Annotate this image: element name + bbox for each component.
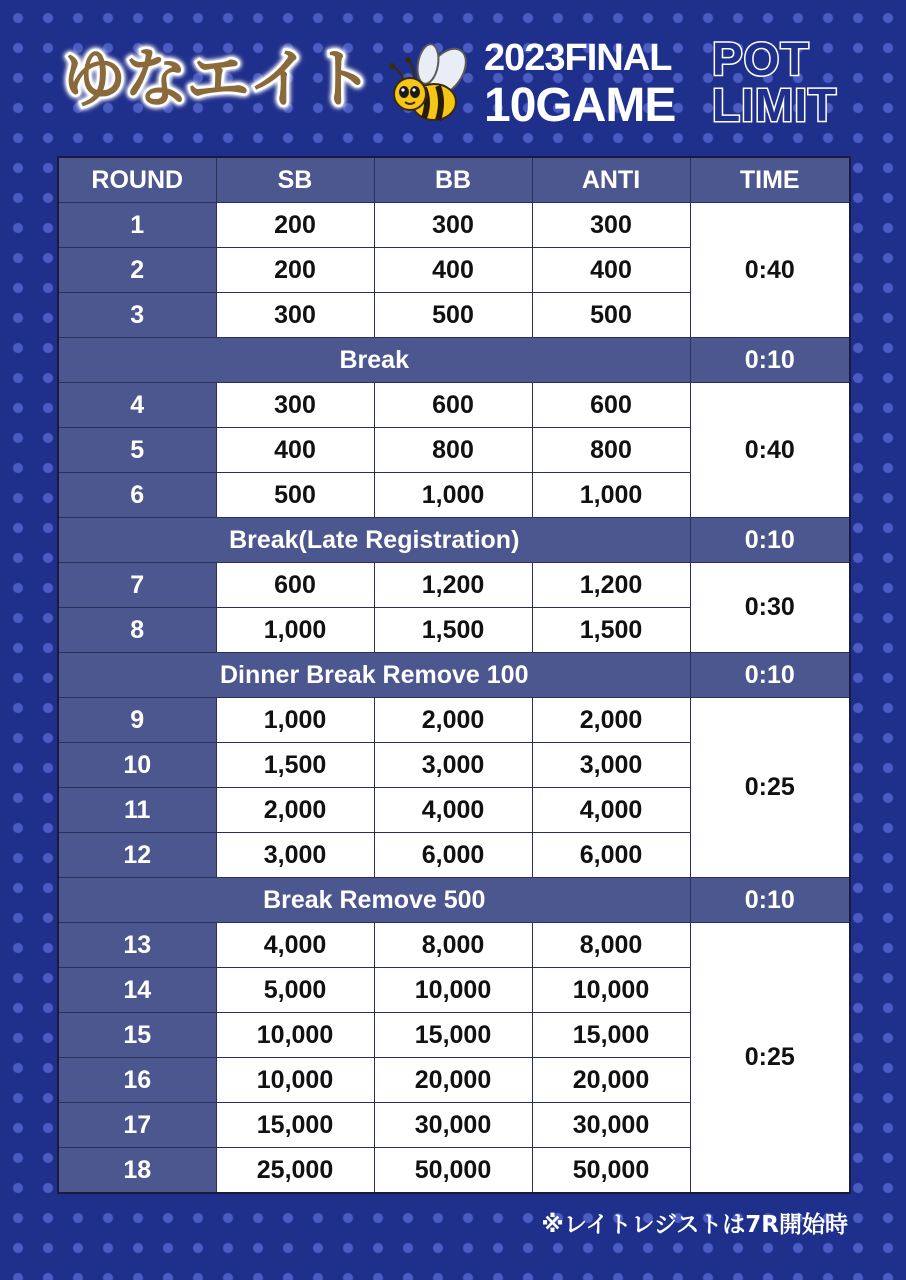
time-cell: 0:40 [690, 383, 850, 518]
table-row [58, 923, 850, 968]
sb-cell: 1,000 [216, 608, 374, 653]
round-cell: 6 [58, 473, 216, 518]
logo [58, 43, 382, 120]
round-cell: 13 [58, 923, 216, 968]
table-row [58, 563, 850, 608]
time-cell: 0:30 [690, 563, 850, 653]
round-cell: 15 [58, 1013, 216, 1058]
bb-cell: 30,000 [374, 1103, 532, 1148]
round-cell: 11 [58, 788, 216, 833]
round-cell: 4 [58, 383, 216, 428]
sb-cell: 300 [216, 293, 374, 338]
break-label: Dinner Break Remove 100 [58, 653, 690, 698]
sb-cell: 25,000 [216, 1148, 374, 1194]
round-cell: 18 [58, 1148, 216, 1194]
column-header-anti: ANTI [532, 157, 690, 203]
title-line-2: 10GAME [484, 79, 676, 132]
sb-cell: 1,000 [216, 698, 374, 743]
anti-cell: 30,000 [532, 1103, 690, 1148]
bb-cell: 15,000 [374, 1013, 532, 1058]
late-registration-note: ※レイトレジストは7R開始時 [541, 1212, 848, 1238]
sb-cell: 15,000 [216, 1103, 374, 1148]
bb-cell: 800 [374, 428, 532, 473]
sb-cell: 200 [216, 248, 374, 293]
sb-cell: 1,500 [216, 743, 374, 788]
round-cell: 3 [58, 293, 216, 338]
logo-text: ゆなエイト [62, 43, 372, 117]
round-cell: 10 [58, 743, 216, 788]
round-cell: 7 [58, 563, 216, 608]
sb-cell: 400 [216, 428, 374, 473]
game-type-line-2: LIMIT [712, 79, 838, 131]
anti-cell: 800 [532, 428, 690, 473]
sb-cell: 10,000 [216, 1058, 374, 1103]
bb-cell: 6,000 [374, 833, 532, 878]
break-row [58, 338, 850, 383]
bb-cell: 1,200 [374, 563, 532, 608]
break-label: Break [58, 338, 690, 383]
tournament-title [484, 36, 675, 132]
anti-cell: 2,000 [532, 698, 690, 743]
break-row [58, 518, 850, 563]
anti-cell: 600 [532, 383, 690, 428]
anti-cell: 15,000 [532, 1013, 690, 1058]
round-cell: 8 [58, 608, 216, 653]
sb-cell: 2,000 [216, 788, 374, 833]
bb-cell: 400 [374, 248, 532, 293]
bb-cell: 3,000 [374, 743, 532, 788]
column-header-sb: SB [216, 157, 374, 203]
title-line-1: 2023FINAL [484, 37, 672, 79]
bb-cell: 600 [374, 383, 532, 428]
column-header-bb: BB [374, 157, 532, 203]
anti-cell: 10,000 [532, 968, 690, 1013]
bb-cell: 500 [374, 293, 532, 338]
bb-cell: 20,000 [374, 1058, 532, 1103]
sb-cell: 200 [216, 203, 374, 248]
round-cell: 9 [58, 698, 216, 743]
break-row [58, 653, 850, 698]
break-label: Break(Late Registration) [58, 518, 690, 563]
sb-cell: 600 [216, 563, 374, 608]
bb-cell: 1,500 [374, 608, 532, 653]
break-time: 0:10 [690, 878, 850, 923]
round-cell: 2 [58, 248, 216, 293]
time-cell: 0:40 [690, 203, 850, 338]
table-header-row [58, 157, 850, 203]
bb-cell: 1,000 [374, 473, 532, 518]
game-type [712, 33, 838, 131]
table-row [58, 698, 850, 743]
anti-cell: 1,500 [532, 608, 690, 653]
bb-cell: 4,000 [374, 788, 532, 833]
table-row [58, 383, 850, 428]
round-cell: 17 [58, 1103, 216, 1148]
anti-cell: 1,200 [532, 563, 690, 608]
time-cell: 0:25 [690, 923, 850, 1194]
column-header-time: TIME [690, 157, 850, 203]
bb-cell: 300 [374, 203, 532, 248]
anti-cell: 400 [532, 248, 690, 293]
anti-cell: 300 [532, 203, 690, 248]
break-time: 0:10 [690, 518, 850, 563]
sb-cell: 10,000 [216, 1013, 374, 1058]
game-type-line-1: POT [712, 33, 810, 85]
column-header-round: ROUND [58, 157, 216, 203]
table-row [58, 203, 850, 248]
anti-cell: 8,000 [532, 923, 690, 968]
anti-cell: 500 [532, 293, 690, 338]
bb-cell: 50,000 [374, 1148, 532, 1194]
sb-cell: 500 [216, 473, 374, 518]
anti-cell: 20,000 [532, 1058, 690, 1103]
break-time: 0:10 [690, 653, 850, 698]
anti-cell: 50,000 [532, 1148, 690, 1194]
round-cell: 1 [58, 203, 216, 248]
anti-cell: 1,000 [532, 473, 690, 518]
sb-cell: 5,000 [216, 968, 374, 1013]
round-cell: 16 [58, 1058, 216, 1103]
blind-structure-table [57, 156, 851, 1194]
bb-cell: 2,000 [374, 698, 532, 743]
break-label: Break Remove 500 [58, 878, 690, 923]
sb-cell: 4,000 [216, 923, 374, 968]
round-cell: 5 [58, 428, 216, 473]
round-cell: 14 [58, 968, 216, 1013]
anti-cell: 3,000 [532, 743, 690, 788]
anti-cell: 6,000 [532, 833, 690, 878]
time-cell: 0:25 [690, 698, 850, 878]
break-row [58, 878, 850, 923]
bb-cell: 8,000 [374, 923, 532, 968]
sb-cell: 300 [216, 383, 374, 428]
sb-cell: 3,000 [216, 833, 374, 878]
anti-cell: 4,000 [532, 788, 690, 833]
bb-cell: 10,000 [374, 968, 532, 1013]
break-time: 0:10 [690, 338, 850, 383]
bee-icon [384, 42, 474, 132]
round-cell: 12 [58, 833, 216, 878]
